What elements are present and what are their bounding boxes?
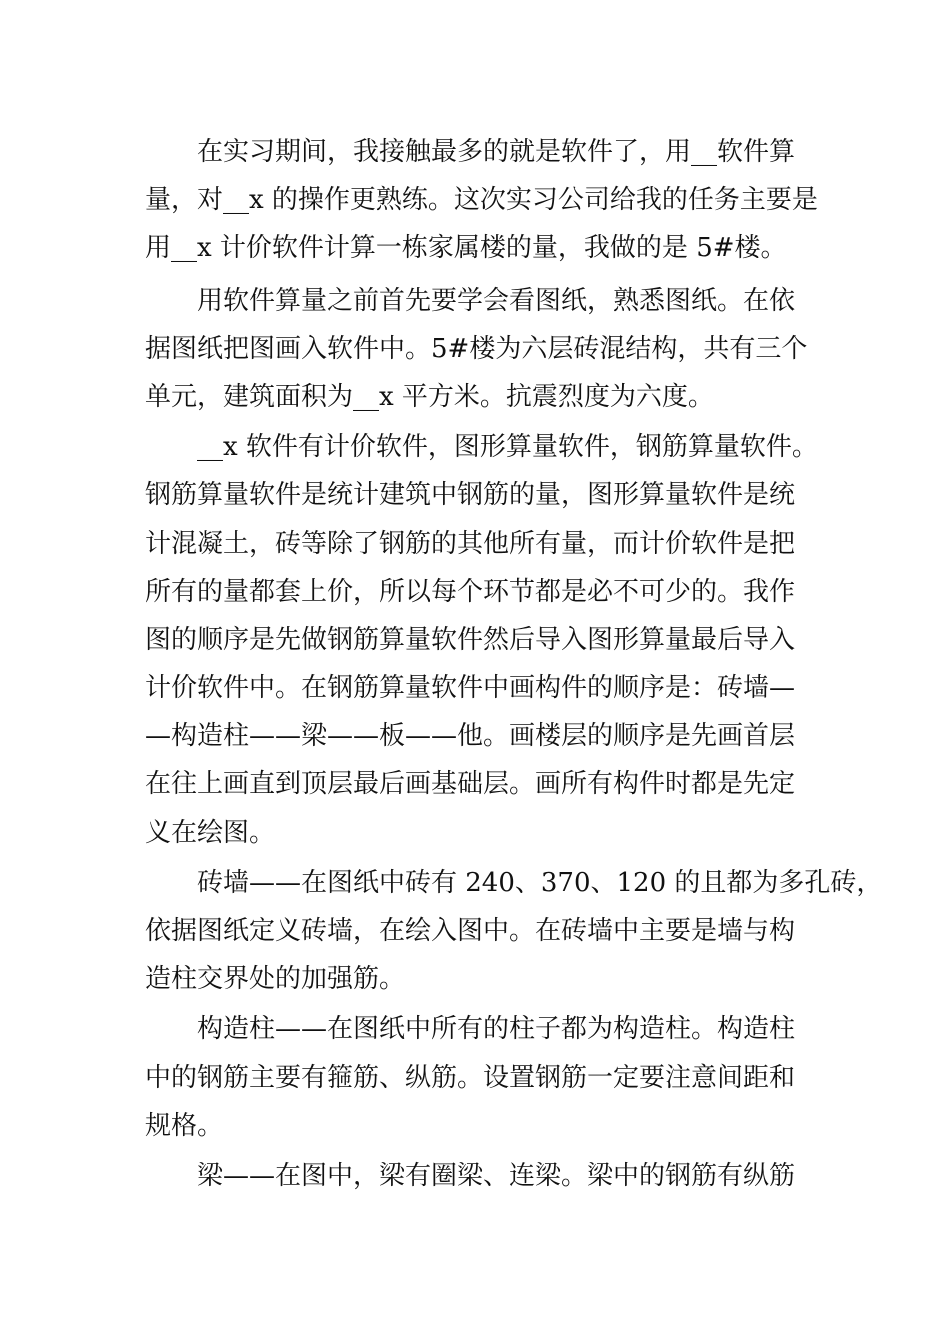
text-line: 单元，建筑面积为__x 平方米。抗震烈度为六度。 — [145, 381, 714, 412]
text-line: 在实习期间，我接触最多的就是软件了，用__软件算 — [197, 137, 796, 167]
paragraph-software-types — [145, 423, 818, 857]
text-line: 量，对__x 的操作更熟练。这次实习公司给我的任务主要是 — [145, 185, 818, 216]
text-line: 钢筋算量软件是统计建筑中钢筋的量，图形算量软件是统 — [145, 480, 796, 511]
document-body — [145, 128, 883, 1200]
text-line: 据图纸把图画入软件中。5#楼为六层砖混结构，共有三个 — [145, 333, 808, 364]
paragraph-structural-column — [145, 1005, 810, 1150]
text-line: 所有的量都套上价，所以每个环节都是必不可少的。我作 — [145, 576, 796, 607]
text-line: __x 软件有计价软件，图形算量软件，钢筋算量软件。 — [197, 432, 818, 463]
text-line: 中的钢筋主要有箍筋、纵筋。设置钢筋一定要注意间距和 — [145, 1062, 796, 1093]
text-line: 依据图纸定义砖墙，在绘入图中。在砖墙中主要是墙与构 — [145, 916, 796, 946]
text-line: 用__x 计价软件计算一栋家属楼的量，我做的是 5#楼。 — [145, 233, 787, 264]
paragraph-beam — [145, 1152, 810, 1200]
text-line: 在往上画直到顶层最后画基础层。画所有构件时都是先定 — [145, 769, 796, 800]
paragraph-brick-wall — [145, 859, 883, 1004]
text-line: 构造柱——在图纸中所有的柱子都为构造柱。构造柱 — [197, 1014, 796, 1045]
paragraph-building-info — [145, 277, 810, 422]
paragraph-internship-software — [145, 128, 818, 273]
text-line: 造柱交界处的加强筋。 — [145, 964, 406, 995]
text-line: 梁——在图中，梁有圈梁、连梁。梁中的钢筋有纵筋 — [197, 1160, 796, 1191]
text-line: —构造柱——梁——板——他。画楼层的顺序是先画首层 — [145, 721, 796, 752]
text-line: 规格。 — [145, 1110, 224, 1141]
text-line: 砖墙——在图纸中砖有 240、370、120 的且都为多孔砖， — [197, 867, 883, 898]
text-line: 用软件算量之前首先要学会看图纸，熟悉图纸。在依 — [197, 285, 796, 316]
text-line: 计价软件中。在钢筋算量软件中画构件的顺序是：砖墙— — [145, 673, 796, 704]
text-line: 图的顺序是先做钢筋算量软件然后导入图形算量最后导入 — [145, 624, 796, 655]
text-line: 义在绘图。 — [145, 817, 276, 848]
text-line: 计混凝土，砖等除了钢筋的其他所有量，而计价软件是把 — [145, 528, 796, 559]
